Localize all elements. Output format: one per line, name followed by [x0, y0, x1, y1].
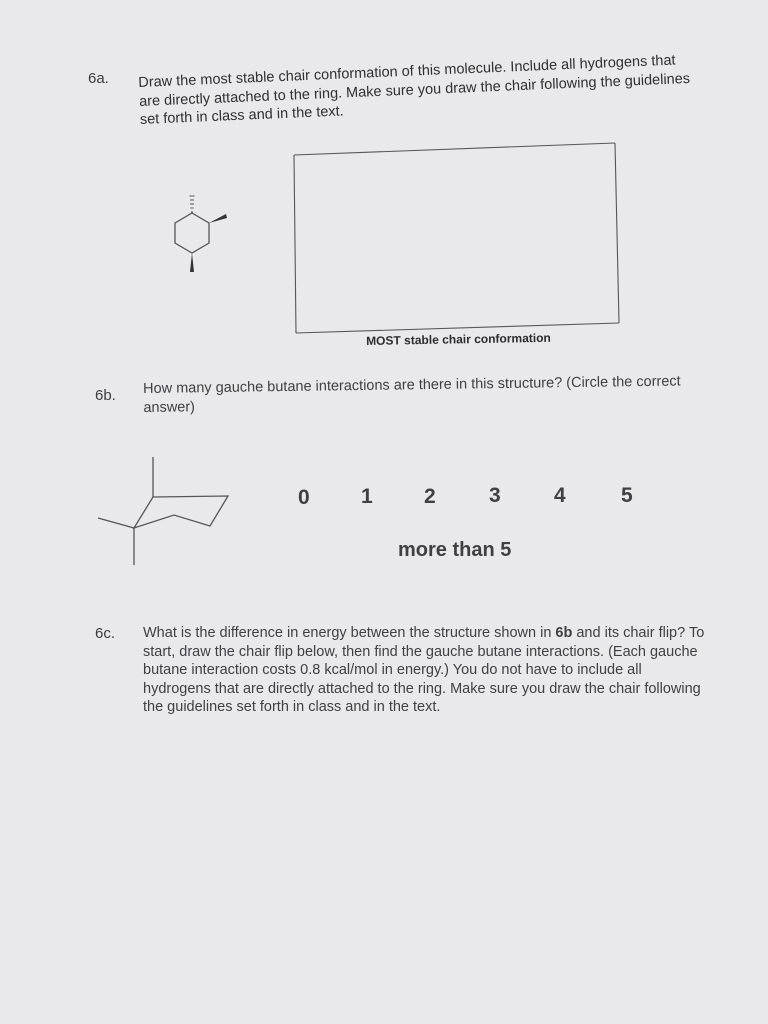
question-6c-text-part2: and its chair flip? To start, draw the chair flip below, then find the gauche butane interactions. (Each gauche butane interaction costs 0.8 kcal/mol in energy.) You do not have to include all hydrogens that are directly attached to the ring. Make sure you draw the chair following the guidelines set forth in class and in the text.	[143, 625, 705, 715]
question-6b-text: How many gauche butane interactions are there in this structure? (Circle the correct answer)	[143, 373, 681, 416]
choice-more-than-5[interactable]: more than 5	[398, 539, 512, 561]
choice-1[interactable]: 1	[361, 485, 373, 508]
molecule-6a-drawing	[175, 196, 227, 272]
question-6c-number: 6c.	[95, 625, 116, 642]
choice-2[interactable]: 2	[424, 485, 436, 508]
choice-0[interactable]: 0	[298, 486, 310, 509]
question-6c-text-part1: What is the difference in energy between the structure shown in	[143, 625, 556, 641]
answer-box-caption: MOST stable chair conformation	[366, 330, 551, 348]
question-6c-text	[143, 624, 708, 717]
question-6a-number: 6a.	[88, 70, 109, 87]
question-6a-text: Draw the most stable chair conformation of this molecule. Include all hydrogens that are directly attached to the ring. Make sure you draw the chair following the guidelines set forth in class and in the text.	[138, 52, 691, 128]
choice-3[interactable]: 3	[489, 484, 501, 507]
choice-4[interactable]: 4	[554, 484, 566, 507]
molecule-6b-chair	[98, 457, 228, 565]
answer-box	[294, 143, 619, 333]
choice-5[interactable]: 5	[621, 484, 633, 507]
question-6c-bold-ref: 6b	[555, 625, 573, 641]
question-6b-number: 6b.	[95, 387, 116, 404]
